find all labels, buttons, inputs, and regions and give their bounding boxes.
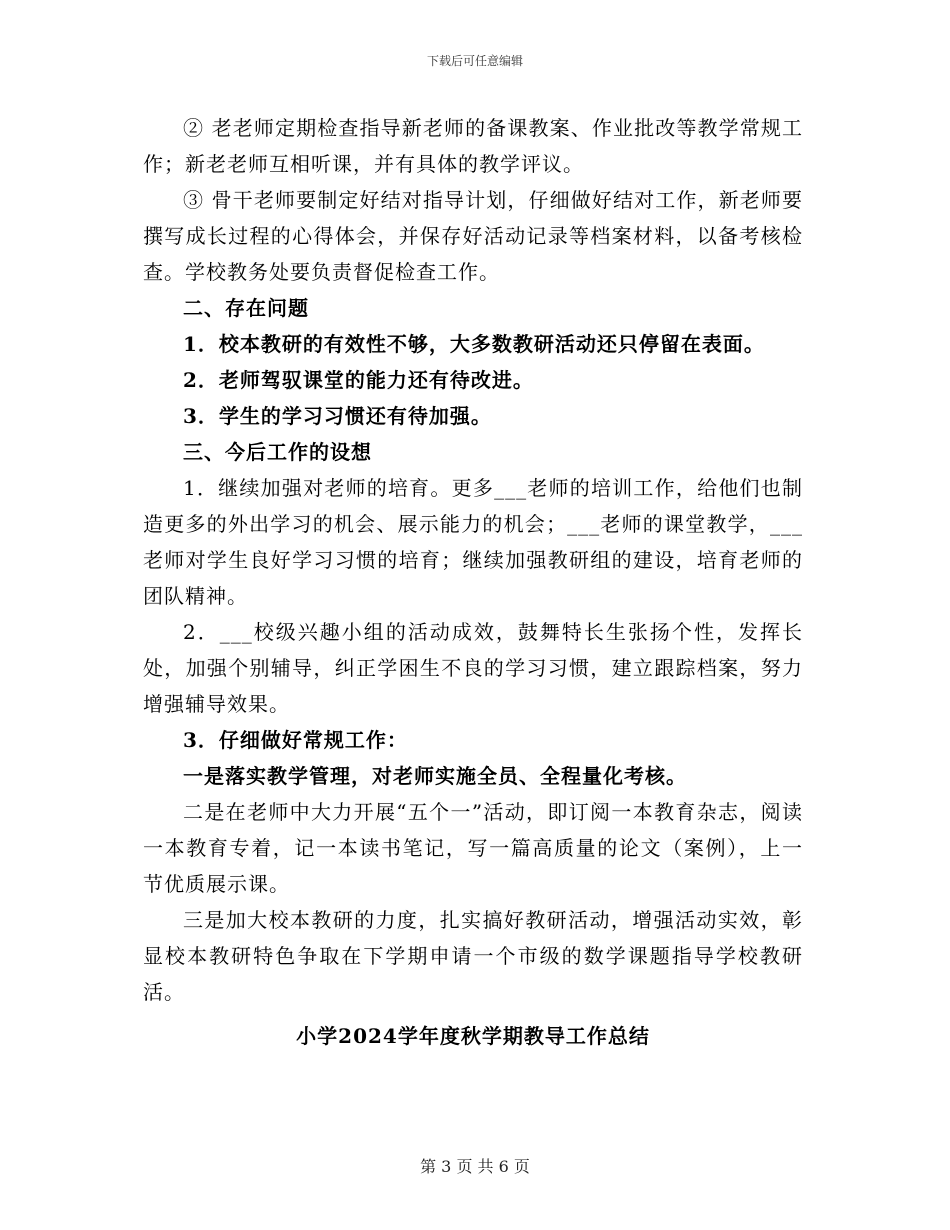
page-number: 第 3 页 共 6 页 xyxy=(420,1157,530,1176)
heading-future-plans: 三、今后工作的设想 xyxy=(183,440,372,464)
plan-item-1: 1．继续加强对老师的培育。更多___老师的培训工作，给他们也制造更多的外出学习的机会、展示能力的机会；___老师的课堂教学，___老师对学生良好学习习惯的培育；继续加强教研组的建设，培育老师的团队精神。 xyxy=(143,476,803,608)
heading-existing-problems: 二、存在问题 xyxy=(183,296,309,320)
plan-item-3-point-2: 二是在老师中大力开展“五个一”活动，即订阅一本教育杂志，阅读一本教育专着，记一本读书笔记，写一篇高质量的论文（案例），上一节优质展示课。 xyxy=(143,800,803,896)
plan-item-3-heading: 3．仔细做好常规工作： xyxy=(183,728,408,752)
paragraph-backbone-teacher: ③ 骨干老师要制定好结对指导计划，仔细做好结对工作，新老师要撰写成长过程的心得体会，并保存好活动记录等档案材料，以备考核检查。学校教务处要负责督促检查工作。 xyxy=(143,188,803,284)
section-title: 小学2024学年度秋学期教导工作总结 xyxy=(296,1024,650,1048)
problem-item-2: 2．老师驾驭课堂的能力还有待改进。 xyxy=(183,368,534,392)
page-header: 下载后可任意编辑 xyxy=(426,54,523,68)
document-body xyxy=(143,110,803,1054)
plan-item-3-point-3: 三是加大校本教研的力度，扎实搞好教研活动，增强活动实效，彰显校本教研特色争取在下学期申请一个市级的数学课题指导学校教研活。 xyxy=(143,908,803,1004)
paragraph-mentor-check: ② 老老师定期检查指导新老师的备课教案、作业批改等教学常规工作；新老老师互相听课，并有具体的教学评议。 xyxy=(143,116,803,176)
problem-item-3: 3．学生的学习习惯还有待加强。 xyxy=(183,404,492,428)
problem-item-1: 1．校本教研的有效性不够，大多数教研活动还只停留在表面。 xyxy=(183,332,765,356)
plan-item-2: 2．___校级兴趣小组的活动成效，鼓舞特长生张扬个性，发挥长处，加强个别辅导，纠正学困生不良的学习习惯，建立跟踪档案，努力增强辅导效果。 xyxy=(143,620,803,716)
plan-item-3-point-1: 一是落实教学管理，对老师实施全员、全程量化考核。 xyxy=(183,764,687,788)
